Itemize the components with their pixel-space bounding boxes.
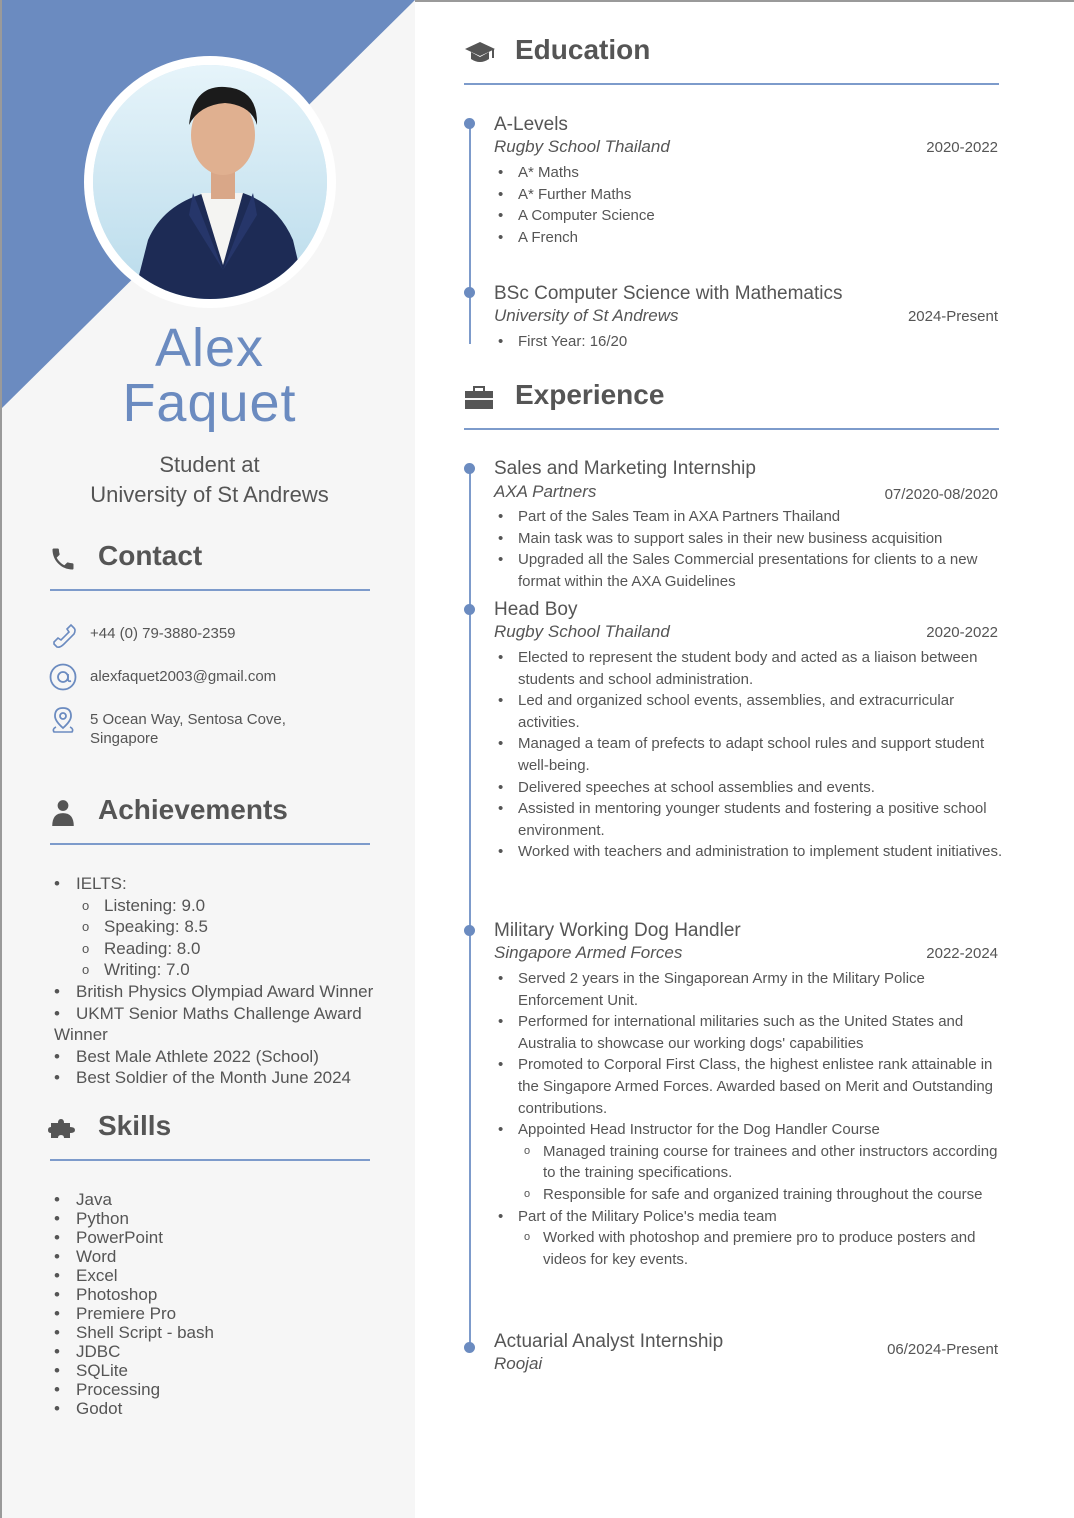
profile-photo-frame [84, 56, 336, 308]
list-item: • A* Further Maths [498, 184, 1003, 206]
entry-date: 06/2024-Present [887, 1341, 998, 1358]
list-item: • Promoted to Corporal First Class, the highest enlistee rank attainable in the Singapore Armed Forces. Awarded based on Merit and Outstanding contributions. [498, 1054, 1003, 1119]
entry-date: 2024-Present [907, 308, 998, 325]
list-item: • Shell Script - bash [54, 1323, 214, 1342]
list-item: • Best Soldier of the Month June 2024 [54, 1067, 414, 1089]
list-item: • Assisted in mentoring younger students and fostering a positive school environment. [498, 798, 1003, 841]
person-icon [50, 798, 76, 826]
at-sign-icon [48, 662, 78, 692]
entry-bullets [498, 506, 1003, 592]
entry-date: 2022-2024 [926, 945, 998, 962]
experience-heading: Experience [515, 379, 665, 410]
contact-phone[interactable]: +44 (0) 79-3880-2359 [90, 625, 236, 642]
entry-date: 07/2020-08/2020 [884, 486, 998, 503]
list-item: • Managed a team of prefects to adapt school rules and support student well-being. [498, 733, 1003, 776]
list-item: • British Physics Olympiad Award Winner [54, 981, 414, 1003]
timeline-dot [464, 463, 475, 474]
entry-org: Roojai [494, 1354, 543, 1373]
address-line2: Singapore [90, 730, 159, 747]
list-item: • Photoshop [54, 1285, 214, 1304]
subtitle-line2: University of St Andrews [90, 482, 329, 507]
entry-title: Sales and Marketing Internship [494, 458, 756, 479]
list-item: • Worked with teachers and administration to implement student initiatives. [498, 841, 1003, 863]
skills-heading: Skills [98, 1110, 172, 1141]
list-item: • Delivered speeches at school assemblies and events. [498, 777, 1003, 799]
achievements-list [54, 873, 414, 1089]
contact-phone-row [48, 620, 236, 650]
list-item: • Word [54, 1247, 214, 1266]
skills-list [54, 1190, 214, 1418]
location-pin-icon [48, 705, 78, 735]
education-timeline [469, 124, 471, 344]
list-item: • Best Male Athlete 2022 (School) [54, 1046, 414, 1068]
puzzle-icon [48, 1118, 78, 1140]
achievements-divider [50, 843, 370, 845]
list-item: • Godot [54, 1399, 214, 1418]
list-item: • A French [498, 227, 1003, 249]
contact-address [90, 710, 330, 748]
contact-email-row [48, 662, 277, 692]
experience-timeline [469, 468, 471, 1348]
list-item: • Premiere Pro [54, 1304, 214, 1323]
contact-heading: Contact [98, 540, 203, 571]
entry-date: 2020-2022 [926, 624, 998, 641]
list-item: • Upgraded all the Sales Commercial presentations for clients to a new format within the AXA Guidelines [498, 549, 1003, 592]
list-item: • Part of the Sales Team in AXA Partners Thailand [498, 506, 1003, 528]
subtitle-line1: Student at [159, 452, 260, 477]
timeline-dot [464, 925, 475, 936]
list-item: • Appointed Head Instructor for the Dog Handler Course [498, 1119, 1003, 1141]
entry-bullets [498, 647, 1003, 863]
list-item: • Java [54, 1190, 214, 1209]
list-item: • First Year: 16/20 [498, 331, 1003, 353]
list-item: o Worked with photoshop and premiere pro to produce posters and videos for key events. [498, 1227, 1003, 1270]
list-item: o Listening: 9.0 [54, 895, 414, 917]
entry-bullets [498, 968, 1003, 1270]
list-item: • JDBC [54, 1342, 214, 1361]
contact-divider [50, 589, 370, 591]
list-item: • Part of the Military Police's media team [498, 1206, 1003, 1228]
list-item: • Python [54, 1209, 214, 1228]
timeline-dot [464, 604, 475, 615]
contact-address-row [48, 705, 286, 747]
list-item: o Writing: 7.0 [54, 959, 414, 981]
entry-bullets [498, 162, 1003, 248]
list-item: • SQLite [54, 1361, 214, 1380]
timeline-dot [464, 287, 475, 298]
list-item: o Responsible for safe and organized training throughout the course [498, 1184, 1003, 1206]
phone-outline-icon [48, 620, 78, 650]
profile-photo [93, 65, 327, 299]
experience-divider [464, 428, 999, 430]
entry-title: Head Boy [494, 599, 578, 620]
entry-org: Rugby School Thailand [494, 137, 670, 156]
list-item: • A* Maths [498, 162, 1003, 184]
entry-org: Rugby School Thailand [494, 622, 670, 641]
entry-title: Military Working Dog Handler [494, 920, 741, 941]
left-sidebar [0, 0, 415, 1518]
list-item: o Speaking: 8.5 [54, 916, 414, 938]
timeline-dot [464, 1342, 475, 1353]
last-name: Faquet [122, 373, 297, 433]
entry-bullets [498, 331, 1003, 353]
timeline-dot [464, 118, 475, 129]
entry-org: Singapore Armed Forces [494, 943, 683, 962]
list-item: • Performed for international militaries such as the United States and Australia to showcase our working dogs' capabilities [498, 1011, 1003, 1054]
entry-title: A-Levels [494, 114, 568, 135]
entry-org: University of St Andrews [494, 306, 679, 325]
entry-title: BSc Computer Science with Mathematics [494, 283, 843, 304]
entry-title: Actuarial Analyst Internship [494, 1331, 724, 1352]
entry-date: 2020-2022 [926, 139, 998, 156]
list-item-wrap: Winner [54, 1025, 108, 1045]
list-item: • UKMT Senior Maths Challenge Award [54, 1003, 414, 1025]
list-item: • Served 2 years in the Singaporean Army in the Military Police Enforcement Unit. [498, 968, 1003, 1011]
list-item: • Led and organized school events, assemblies, and extracurricular activities. [498, 690, 1003, 733]
list-item: • A Computer Science [498, 205, 1003, 227]
graduation-cap-icon [464, 40, 496, 66]
list-item: • Excel [54, 1266, 214, 1285]
briefcase-icon [464, 386, 494, 410]
entry-org: AXA Partners [494, 482, 597, 501]
phone-icon [48, 545, 78, 573]
list-item: • PowerPoint [54, 1228, 214, 1247]
achievements-heading: Achievements [98, 794, 288, 825]
education-divider [464, 83, 999, 85]
first-name: Alex [154, 318, 265, 378]
list-item: • IELTS: [54, 873, 414, 895]
list-item: • Elected to represent the student body and acted as a liaison between students and school administration. [498, 647, 1003, 690]
contact-email[interactable]: alexfaquet2003@gmail.com [90, 668, 277, 685]
education-heading: Education [515, 34, 651, 65]
list-item: o Reading: 8.0 [54, 938, 414, 960]
list-item: • Processing [54, 1380, 214, 1399]
list-item: o Managed training course for trainees and other instructors according to the training specifications. [498, 1141, 1003, 1184]
address-line1: 5 Ocean Way, Sentosa Cove, [90, 711, 286, 728]
list-item: • Main task was to support sales in their new business acquisition [498, 528, 1003, 550]
skills-divider [50, 1159, 370, 1161]
